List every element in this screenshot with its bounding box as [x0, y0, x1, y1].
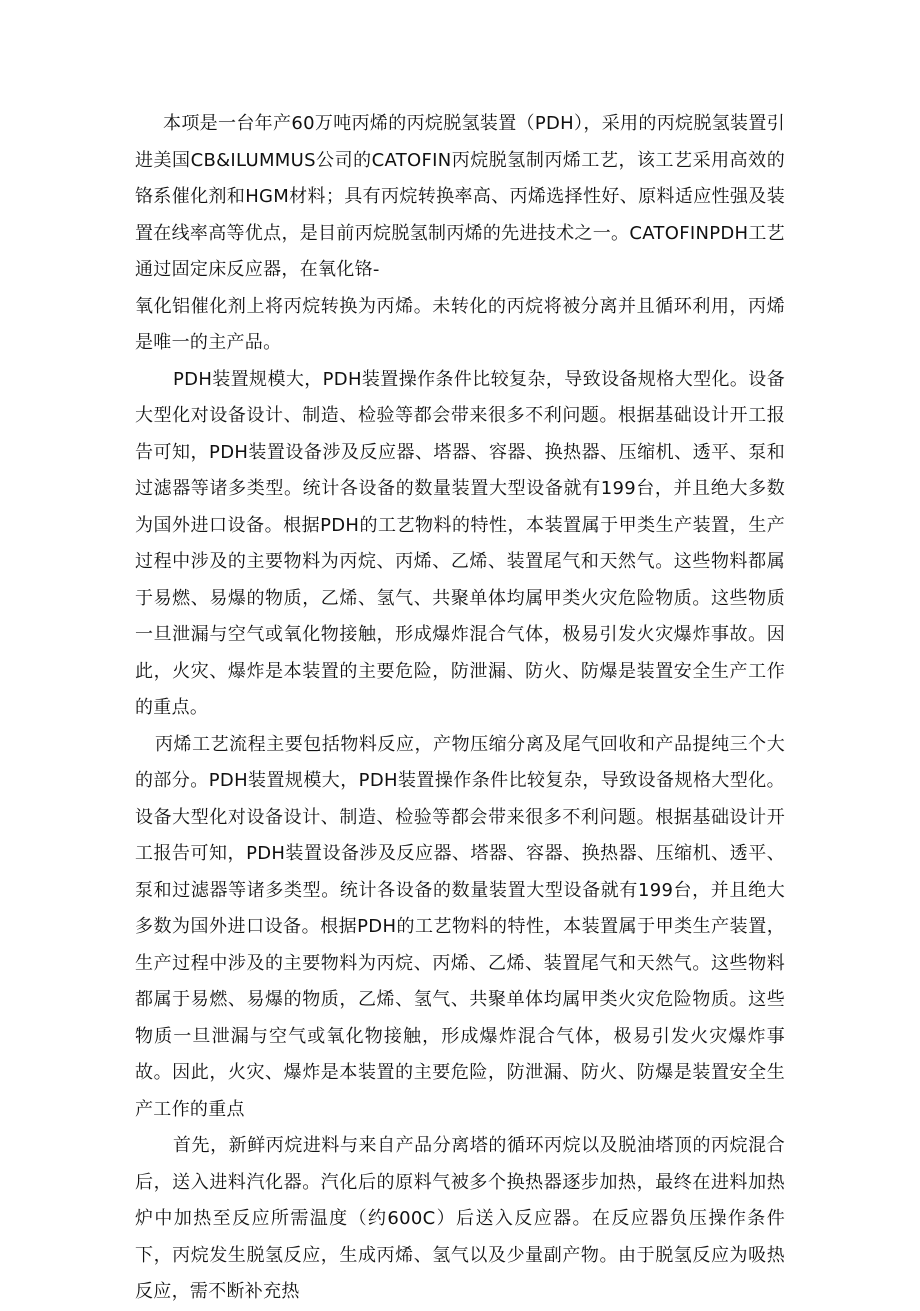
paragraph-intro: 本项是一台年产60万吨丙烯的丙烷脱氢装置（PDH），采用的丙烷脱氢装置引进美国CB&ILUMMUS公司的CATOFIN丙烷脱氢制丙烯工艺，该工艺采用高效的铬系催化剂和HGM材料；具有丙烷转换率高、丙烯选择性好、原料适应性强及装置在线率高等优点，是目前丙烷脱氢制丙烯的先进技术之一。CATOFINPDH工艺通过固定床反应器，在氧化铬- — [135, 113, 785, 280]
document-body — [135, 106, 785, 1311]
paragraph-intro-continued: 氧化铝催化剂上将丙烷转换为丙烯。未转化的丙烷将被分离并且循环利用，丙烯是唯一的主产品。 — [135, 295, 785, 353]
paragraph-process: 丙烯工艺流程主要包括物料反应，产物压缩分离及尾气回收和产品提纯三个大的部分。PDH装置规模大，PDH装置操作条件比较复杂，导致设备规格大型化。设备大型化对设备设计、制造、检验等都会带来很多不利问题。根据基础设计开工报告可知，PDH装置设备涉及反应器、塔器、容器、换热器、压缩机、透平、泵和过滤器等诸多类型。统计各设备的数量装置大型设备就有199台，并且绝大多数为国外进口设备。根据PDH的工艺物料的特性，本装置属于甲类生产装置，生产过程中涉及的主要物料为丙烷、丙烯、乙烯、装置尾气和天然气。这些物料都属于易燃、易爆的物质，乙烯、氢气、共聚单体均属甲类火灾危险物质。这些物质一旦泄漏与空气或氧化物接触，形成爆炸混合气体，极易引发火灾爆炸事故。因此，火灾、爆炸是本装置的主要危险，防泄漏、防火、防爆是装置安全生产工作的重点 — [135, 733, 785, 1120]
paragraph-scale: PDH装置规模大，PDH装置操作条件比较复杂，导致设备规格大型化。设备大型化对设备设计、制造、检验等都会带来很多不利问题。根据基础设计开工报告可知，PDH装置设备涉及反应器、塔器、容器、换热器、压缩机、透平、泵和过滤器等诸多类型。统计各设备的数量装置大型设备就有199台，并且绝大多数为国外进口设备。根据PDH的工艺物料的特性，本装置属于甲类生产装置，生产过程中涉及的主要物料为丙烷、丙烯、乙烯、装置尾气和天然气。这些物料都属于易燃、易爆的物质，乙烯、氢气、共聚单体均属甲类火灾危险物质。这些物质一旦泄漏与空气或氧化物接触，形成爆炸混合气体，极易引发火灾爆炸事故。因此，火灾、爆炸是本装置的主要危险，防泄漏、防火、防爆是装置安全生产工作的重点。 — [135, 368, 785, 718]
paragraph-feed: 首先，新鲜丙烷进料与来自产品分离塔的循环丙烷以及脱油塔顶的丙烷混合后，送入进料汽化器。汽化后的原料气被多个换热器逐步加热，最终在进料加热炉中加热至反应所需温度（约600C）后送入反应器。在反应器负压操作条件下，丙烷发生脱氢反应，生成丙烯、氢气以及少量副产物。由于脱氢反应为吸热反应，需不断补充热 — [135, 1135, 785, 1302]
